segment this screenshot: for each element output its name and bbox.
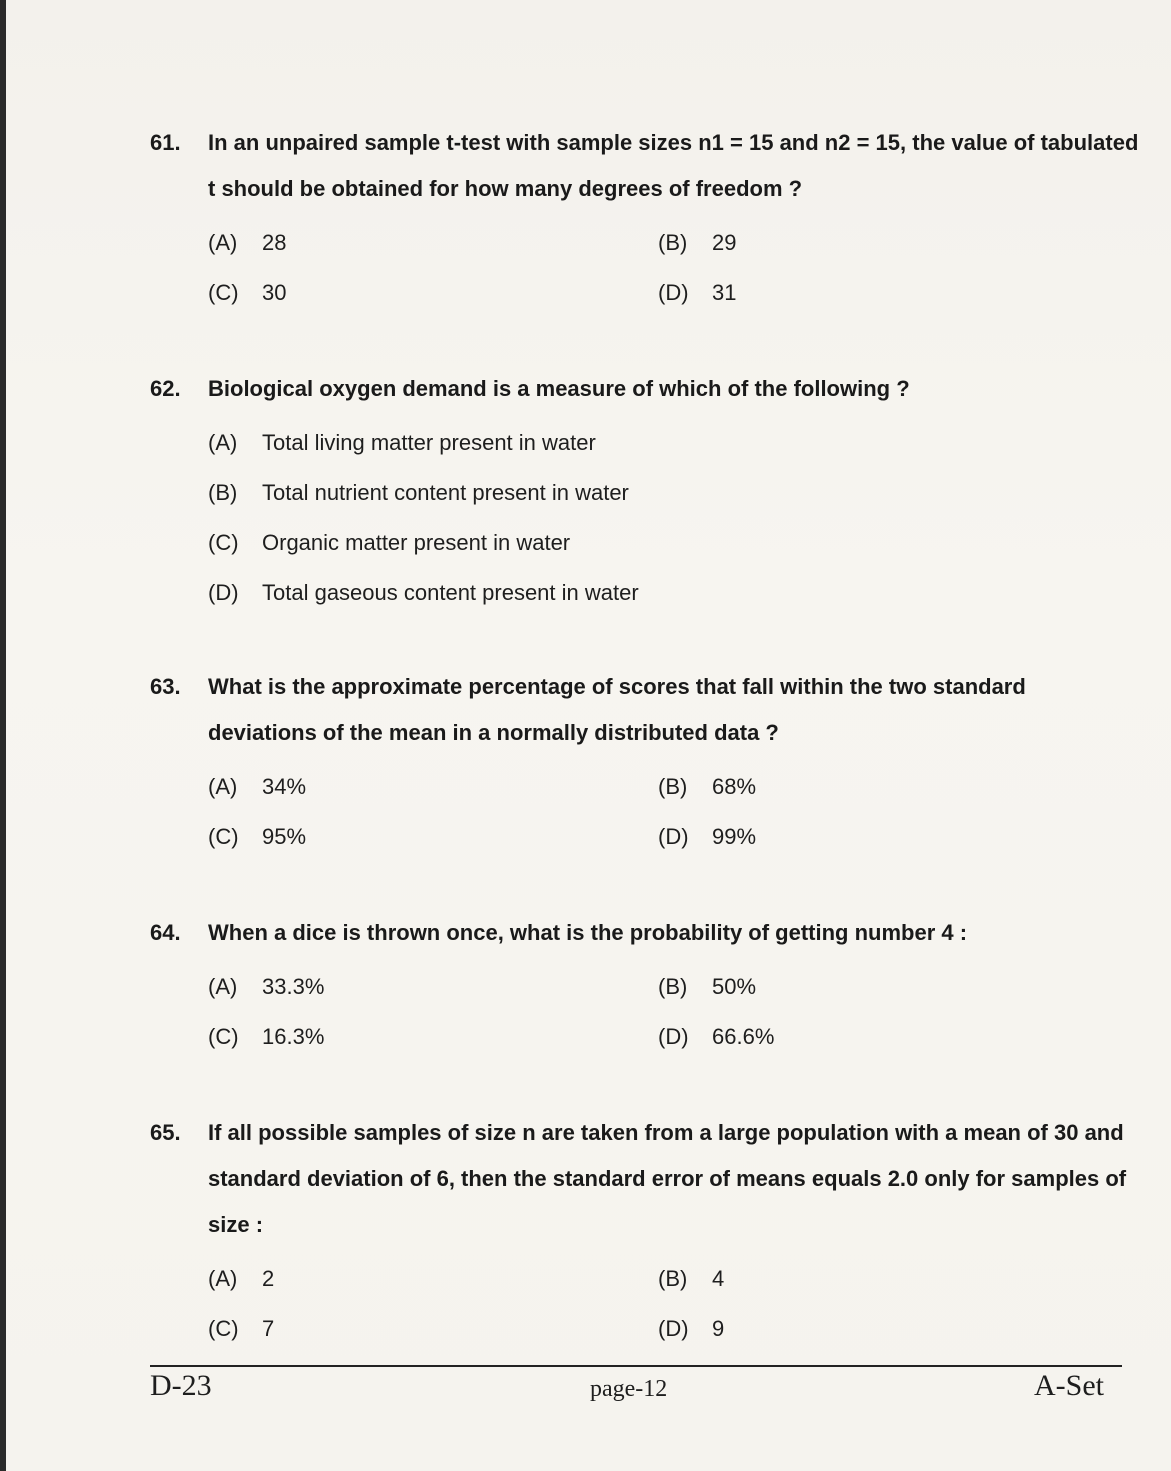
option-c: (C) 16.3% (208, 1024, 325, 1049)
option-b: (B) 68% (658, 774, 757, 799)
option-b: (B) Total nutrient content present in water (208, 480, 629, 505)
question-number: 61. (150, 130, 181, 155)
option-d: (D) 9 (658, 1316, 725, 1341)
question-62 (150, 366, 1140, 618)
option-a: (A) 28 (208, 230, 287, 255)
options-grid (150, 962, 1140, 1062)
question-stem (150, 366, 1140, 412)
option-a: (A) 34% (208, 774, 307, 799)
question-text: What is the approximate percentage of scores that fall within the two standard deviations of the mean in a normally distributed data ? (208, 674, 1026, 745)
options-grid (150, 1254, 1140, 1354)
option-c: (C) 30 (208, 280, 287, 305)
option-a: (A) 2 (208, 1266, 275, 1291)
options-list (150, 418, 1140, 618)
option-d: (D) Total gaseous content present in water (208, 580, 639, 605)
question-number: 64. (150, 920, 181, 945)
option-b: (B) 50% (658, 974, 757, 999)
question-number: 65. (150, 1120, 181, 1145)
question-text: In an unpaired sample t-test with sample sizes n1 = 15 and n2 = 15, the value of tabulated t should be obtained for how many degrees of freedom ? (208, 130, 1139, 201)
options-grid (150, 218, 1140, 318)
option-c: (C) 95% (208, 824, 307, 849)
question-stem (150, 664, 1140, 756)
booklet-code: D-23 (150, 1369, 212, 1402)
footer-divider (150, 1365, 1122, 1367)
question-text: When a dice is thrown once, what is the probability of getting number 4 : (208, 920, 968, 945)
option-b: (B) 4 (658, 1266, 725, 1291)
question-65 (150, 1110, 1140, 1354)
question-number: 62. (150, 376, 181, 401)
page-number: page-12 (590, 1376, 668, 1402)
question-stem (150, 1110, 1140, 1248)
option-d: (D) 99% (658, 824, 757, 849)
option-c: (C) 7 (208, 1316, 275, 1341)
question-text: Biological oxygen demand is a measure of which of the following ? (208, 376, 910, 401)
question-stem (150, 910, 1140, 956)
question-61 (150, 120, 1140, 318)
question-stem (150, 120, 1140, 212)
option-a: (A) 33.3% (208, 974, 325, 999)
question-64 (150, 910, 1140, 1062)
option-d: (D) 31 (658, 280, 737, 305)
option-a: (A) Total living matter present in water (208, 430, 596, 455)
option-c: (C) Organic matter present in water (208, 530, 571, 555)
question-number: 63. (150, 674, 181, 699)
option-b: (B) 29 (658, 230, 737, 255)
options-grid (150, 762, 1140, 862)
option-d: (D) 66.6% (658, 1024, 775, 1049)
page-edge-shadow (0, 0, 6, 1471)
set-label: A-Set (1034, 1369, 1104, 1402)
question-text: If all possible samples of size n are taken from a large population with a mean of 30 and standard deviation of 6, then the standard error of means equals 2.0 only for samples of size : (208, 1120, 1127, 1237)
question-63 (150, 664, 1140, 862)
